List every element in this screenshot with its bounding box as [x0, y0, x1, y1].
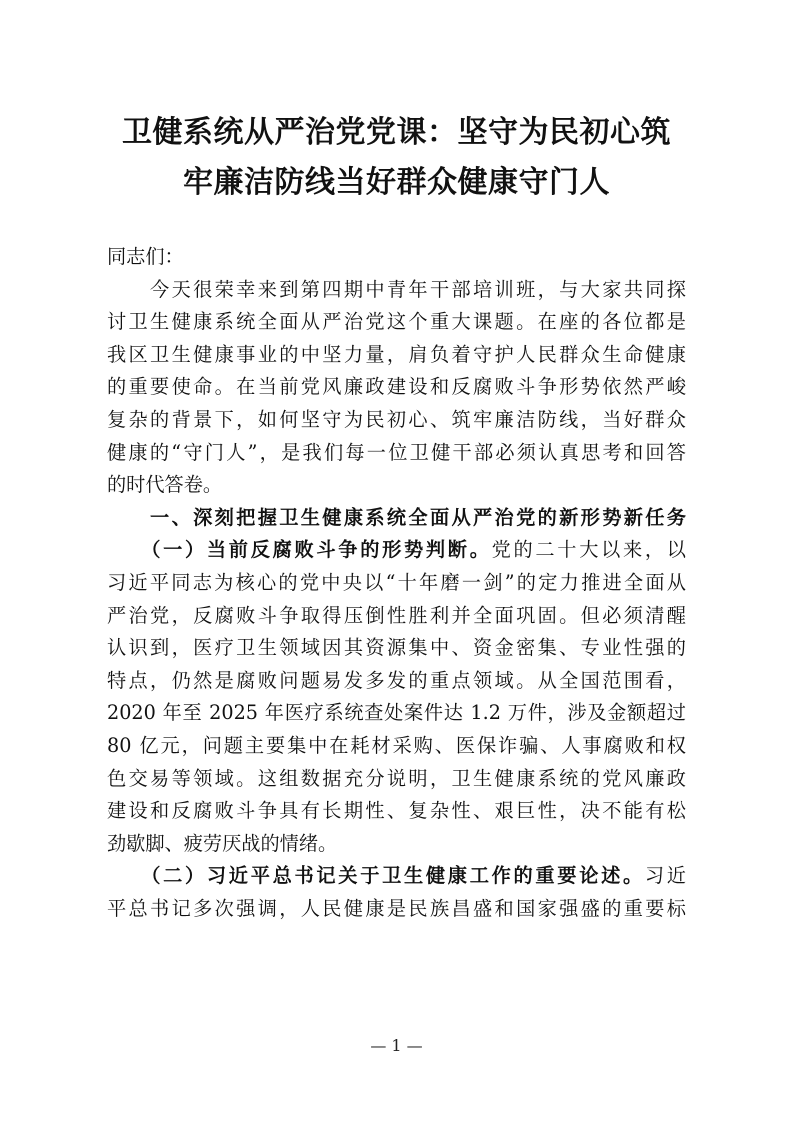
- paragraph-line: 的重要使命。在当前党风廉政建设和反腐败斗争形势依然严峻: [107, 375, 686, 399]
- subheading-2: （二）习近平总书记关于卫生健康工作的重要论述。: [107, 864, 645, 888]
- paragraph-line: 2020 年至 2025 年医疗系统查处案件达 1.2 万件，涉及金额超过: [107, 701, 686, 725]
- paragraph-line: 特点，仍然是腐败问题易发多发的重点领域。从全国范围看，: [107, 668, 686, 692]
- paragraph-line: 健康的“守门人”，是我们每一位卫健干部必须认真思考和回答: [107, 440, 686, 464]
- document-title: [90, 108, 703, 208]
- document-body: [107, 241, 686, 925]
- paragraph-line: 色交易等领域。这组数据充分说明，卫生健康系统的党风廉政: [107, 766, 686, 790]
- paragraph-line: 习近平同志为核心的党中央以“十年磨一剑”的定力推进全面从: [107, 570, 686, 594]
- paragraph-line: 劲歇脚、疲劳厌战的情绪。: [107, 831, 338, 855]
- paragraph-text: 党的二十大以来，以: [491, 538, 686, 562]
- paragraph-line-with-subheading: [107, 534, 686, 567]
- paragraph-line: 复杂的背景下，如何坚守为民初心、筑牢廉洁防线，当好群众: [107, 407, 686, 431]
- paragraph-line: 严治党，反腐败斗争取得压倒性胜利并全面巩固。但必须清醒: [107, 603, 686, 627]
- paragraph-line-with-subheading: [107, 860, 686, 893]
- title-line-1: 卫健系统从严治党党课：坚守为民初心筑: [122, 115, 671, 150]
- paragraph-text: 习近: [644, 864, 686, 888]
- title-line-2: 牢廉洁防线当好群众健康守门人: [183, 165, 610, 200]
- paragraph-line: 我区卫生健康事业的中坚力量，肩负着守护人民群众生命健康: [107, 342, 686, 366]
- paragraph-line: 的时代答卷。: [107, 473, 223, 497]
- paragraph-line: 讨卫生健康系统全面从严治党这个重大课题。在座的各位都是: [107, 310, 686, 334]
- paragraph-line: 今天很荣幸来到第四期中青年干部培训班，与大家共同探: [107, 277, 686, 301]
- salutation: 同志们：: [107, 245, 184, 268]
- paragraph-line: 80 亿元，问题主要集中在耗材采购、医保诈骗、人事腐败和权: [107, 733, 686, 757]
- section-heading-1: 一、深刻把握卫生健康系统全面从严治党的新形势新任务: [107, 505, 686, 529]
- paragraph-line: 认识到，医疗卫生领域因其资源集中、资金密集、专业性强的: [107, 636, 686, 660]
- paragraph-line: 平总书记多次强调，人民健康是民族昌盛和国家强盛的重要标: [107, 896, 686, 920]
- paragraph-line: 建设和反腐败斗争具有长期性、复杂性、艰巨性，决不能有松: [107, 799, 686, 823]
- page-number: — 1 —: [370, 1036, 423, 1055]
- subheading-1: （一）当前反腐败斗争的形势判断。: [107, 538, 492, 562]
